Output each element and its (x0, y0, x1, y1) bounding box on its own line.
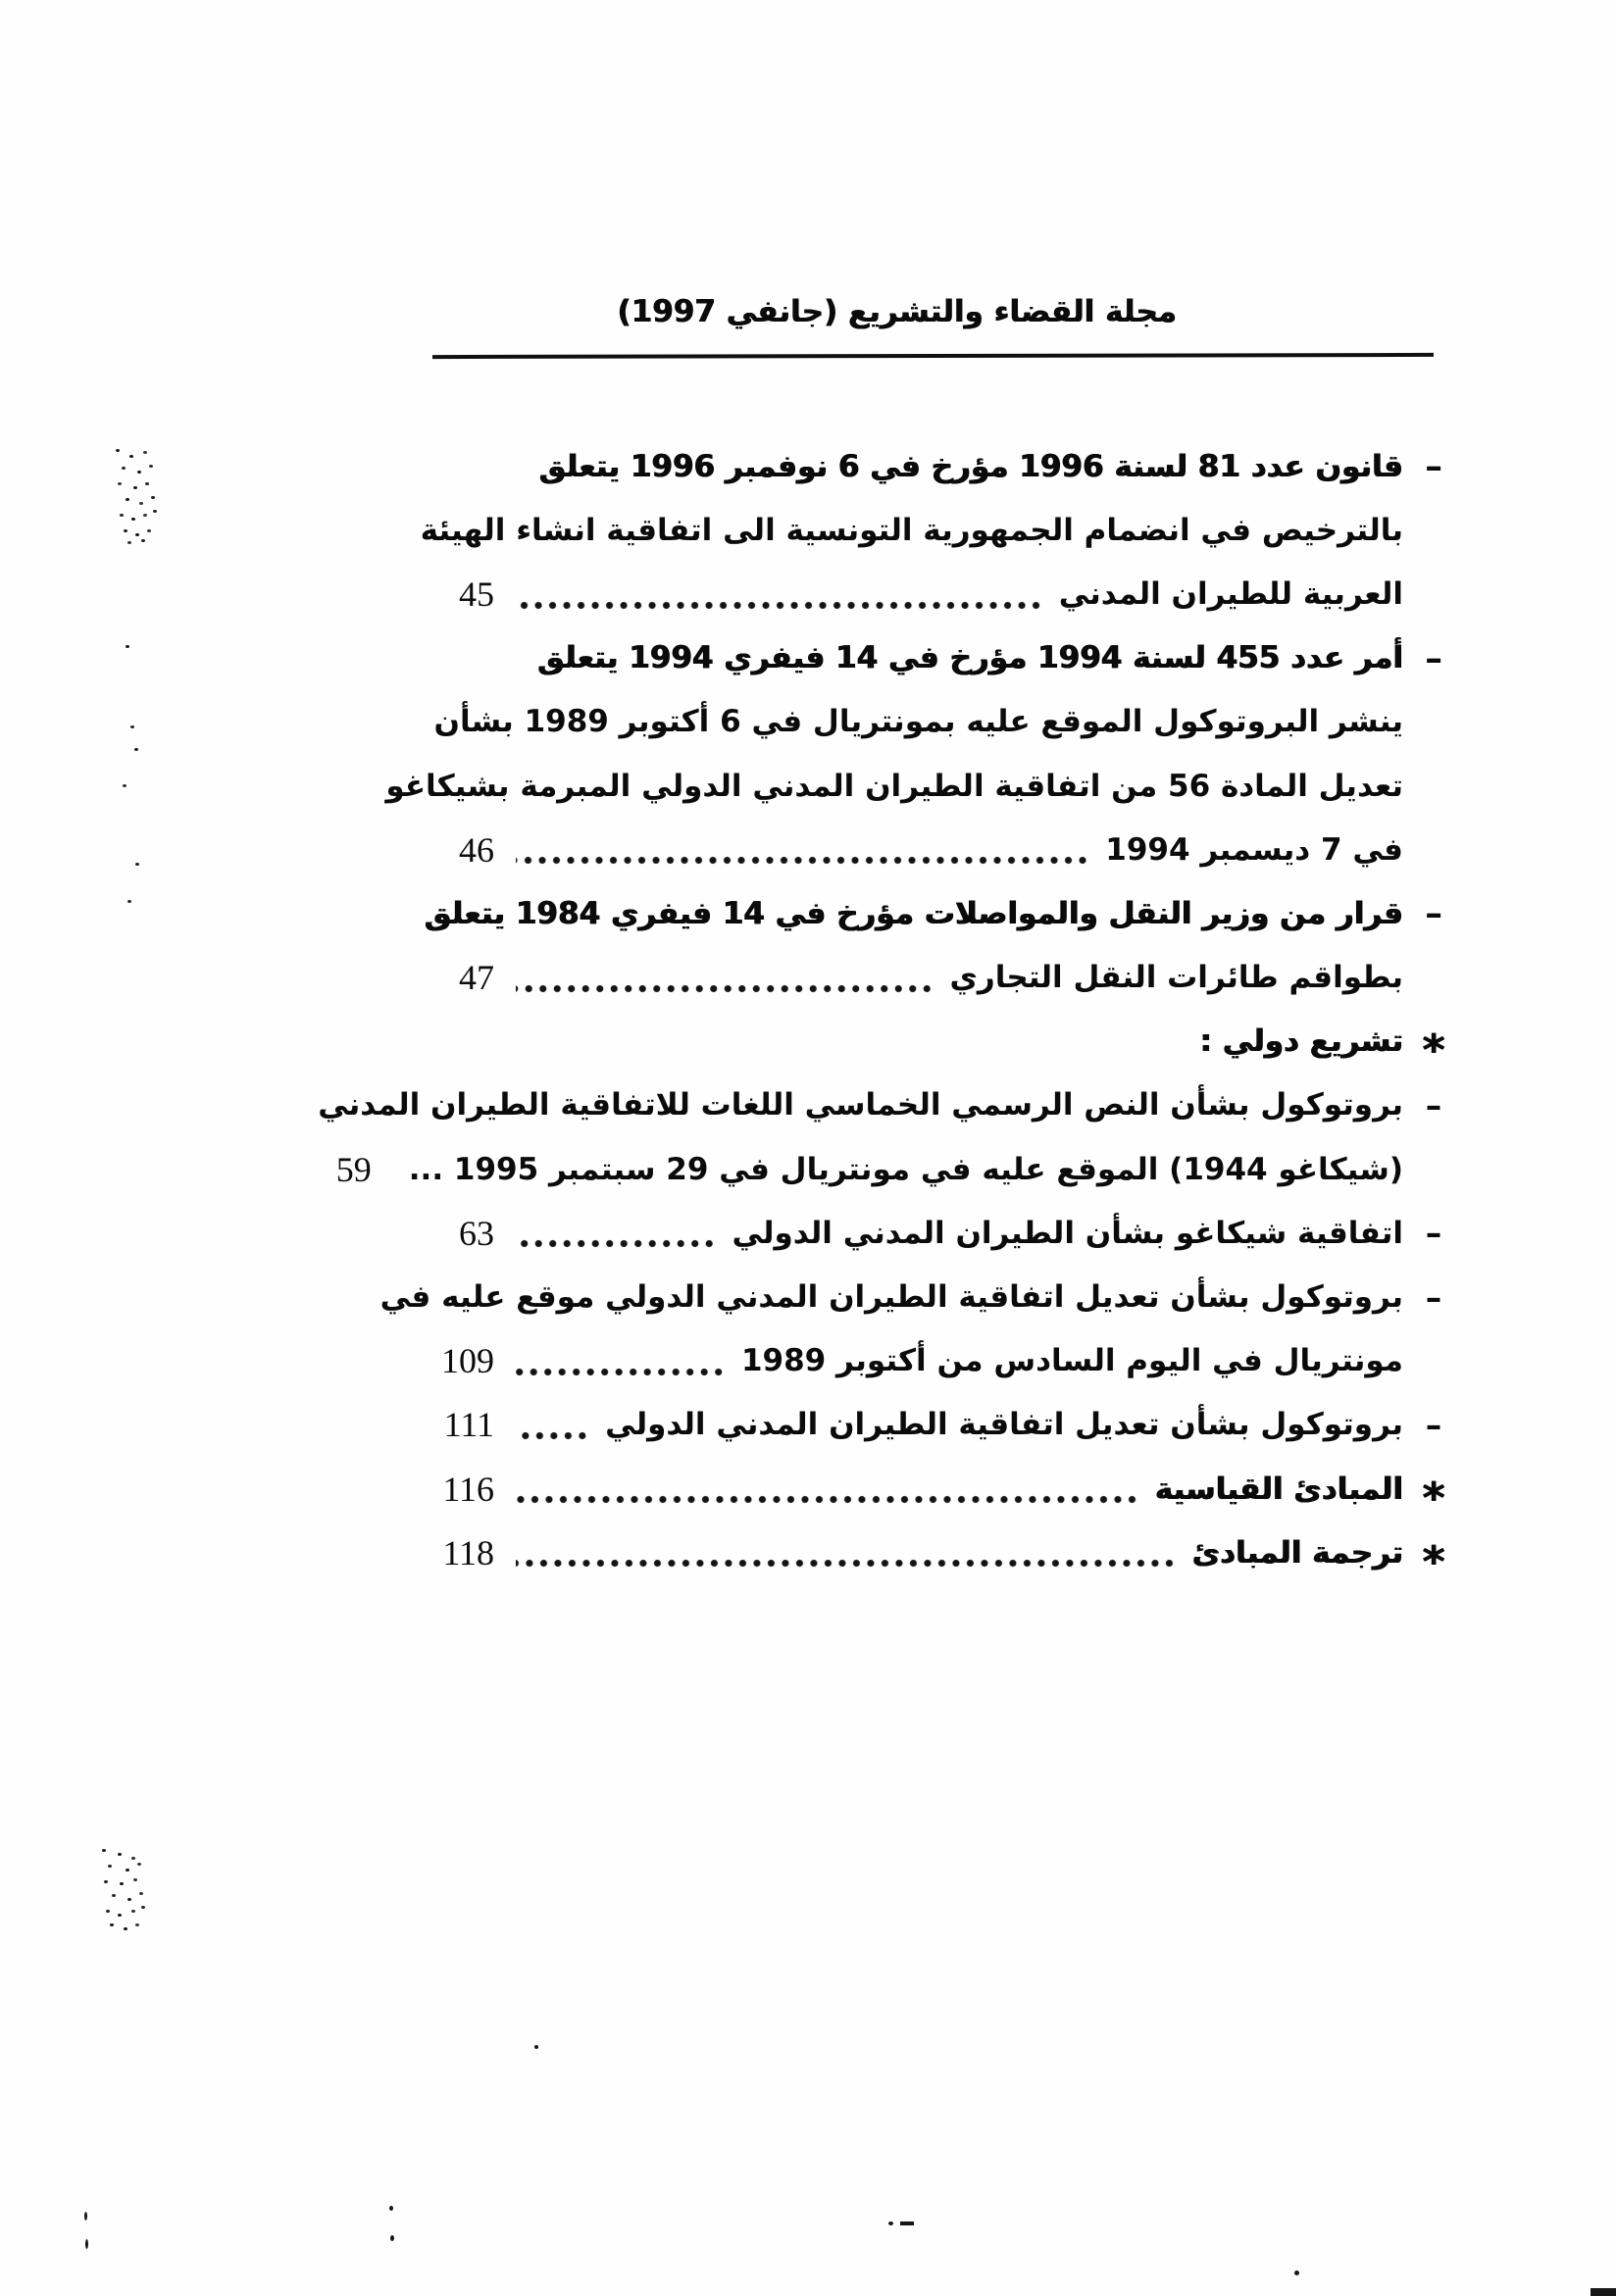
page-number: 116 (442, 1469, 494, 1509)
toc-row (422, 1329, 1464, 1393)
toc-entry-text: بروتوكول بشأن تعديل اتفاقية الطيران المدني الدولي (605, 1407, 1403, 1443)
ink-speck (888, 2221, 893, 2225)
toc-row (422, 434, 1464, 498)
toc-row (335, 1137, 1464, 1201)
journal-header-title: مجلة القضاء والتشريع (جانفي 1997) (617, 294, 1177, 329)
asterisk-bullet: * (1422, 1536, 1445, 1587)
toc-row (422, 690, 1464, 754)
dots-leader (516, 1431, 589, 1440)
toc-entry-text: (شيكاغو 1944) الموقع عليه في مونتريال في 29 سبتمبر 1995 ... (408, 1151, 1403, 1187)
ink-speck (390, 2235, 394, 2241)
toc-entry-text: اتفاقية شيكاغو بشأن الطيران المدني الدولي (732, 1215, 1403, 1251)
toc-row (318, 1073, 1464, 1137)
toc-entry-text: ترجمة المبادئ (1191, 1534, 1403, 1571)
dash-bullet: – (1425, 1277, 1442, 1317)
toc-row (422, 1521, 1464, 1587)
toc-entry-text: تعديل المادة 56 من اتفاقية الطيران المدني الدولي المبرمة بشيكاغو (385, 768, 1403, 804)
page-number: 47 (459, 958, 494, 998)
toc-row (422, 1457, 1464, 1521)
page-number: 46 (459, 829, 494, 870)
toc-entry-text: المبادئ القياسية (1154, 1471, 1403, 1507)
spacer (516, 665, 522, 674)
dots-leader (516, 1239, 716, 1248)
page-number: 59 (335, 1149, 372, 1189)
toc-row (422, 946, 1464, 1010)
dash-bullet: – (1425, 447, 1442, 486)
ink-smudge (102, 1849, 106, 1852)
table-of-contents (318, 434, 1464, 1587)
toc-row (422, 626, 1464, 690)
dots-leader (516, 601, 1043, 610)
ink-speck (900, 2221, 914, 2225)
dots-leader (516, 984, 934, 993)
dots-leader (516, 1559, 1177, 1568)
ink-speck (84, 2212, 87, 2221)
header-rule (432, 353, 1434, 359)
dash-bullet: – (1425, 638, 1442, 677)
toc-entry-text: مونتريال في اليوم السادس من أكتوبر 1989 (740, 1343, 1403, 1379)
dash-bullet: – (1425, 1085, 1442, 1124)
page-number: 118 (442, 1532, 494, 1572)
asterisk-bullet: * (1422, 1472, 1445, 1523)
dots-leader (516, 1368, 726, 1376)
dash-bullet: – (1425, 1214, 1442, 1253)
toc-section-header (422, 1010, 1464, 1076)
page-number: 45 (459, 574, 494, 614)
toc-row (422, 1393, 1464, 1457)
asterisk-bullet: * (1422, 1025, 1445, 1076)
ink-speck (389, 2206, 393, 2211)
toc-entry-text: قرار من وزير النقل والمواصلات مؤرخ في 14 فيفري 1984 يتعلق (424, 895, 1403, 931)
ink-speck (85, 2239, 88, 2249)
toc-entry-text: في 7 ديسمبر 1994 (1105, 831, 1403, 868)
toc-row (422, 818, 1464, 881)
scan-edge-mark (1591, 2288, 1616, 2296)
page-number: 109 (441, 1341, 494, 1381)
toc-row (422, 881, 1464, 945)
toc-row (385, 754, 1464, 818)
ink-speck (1294, 2271, 1299, 2275)
toc-entry-text: قانون عدد 81 لسنة 1996 مؤرخ في 6 نوفمبر 1996 يتعلق (538, 448, 1403, 484)
toc-row (422, 498, 1464, 562)
dash-bullet: – (1425, 894, 1442, 933)
toc-row (422, 562, 1464, 625)
toc-entry-text: بروتوكول بشأن النص الرسمي الخماسي اللغات للاتفاقية الطيران المدني (318, 1087, 1403, 1123)
spacer (516, 473, 524, 481)
toc-entry-text: العربية للطيران المدني (1058, 575, 1403, 612)
toc-entry-text: بطواقم طائرات النقل التجاري (949, 960, 1403, 996)
ink-specks (126, 645, 129, 648)
spacer (516, 1048, 1185, 1057)
ink-speck (534, 2045, 538, 2049)
toc-entry-text: بروتوكول بشأن تعديل اتفاقية الطيران المدني الدولي موقع عليه في (379, 1279, 1403, 1316)
toc-entry-text: ينشر البروتوكول الموقع عليه بمونتريال في 6 أكتوبر 1989 بشأن (433, 704, 1403, 740)
page-number: 111 (443, 1405, 494, 1445)
toc-row (422, 1201, 1464, 1265)
ink-smudge (116, 449, 120, 452)
dots-leader (516, 1495, 1139, 1504)
toc-entry-text: بالترخيص في انضمام الجمهورية التونسية الى اتفاقية انشاء الهيئة (420, 512, 1403, 548)
page-number: 63 (459, 1213, 494, 1253)
dots-leader (516, 856, 1089, 865)
toc-row (379, 1265, 1464, 1328)
toc-entry-text: أمر عدد 455 لسنة 1994 مؤرخ في 14 فيفري 1994 يتعلق (537, 640, 1403, 676)
dash-bullet: – (1425, 1405, 1442, 1444)
section-title: تشريع دولي : (1199, 1023, 1403, 1060)
